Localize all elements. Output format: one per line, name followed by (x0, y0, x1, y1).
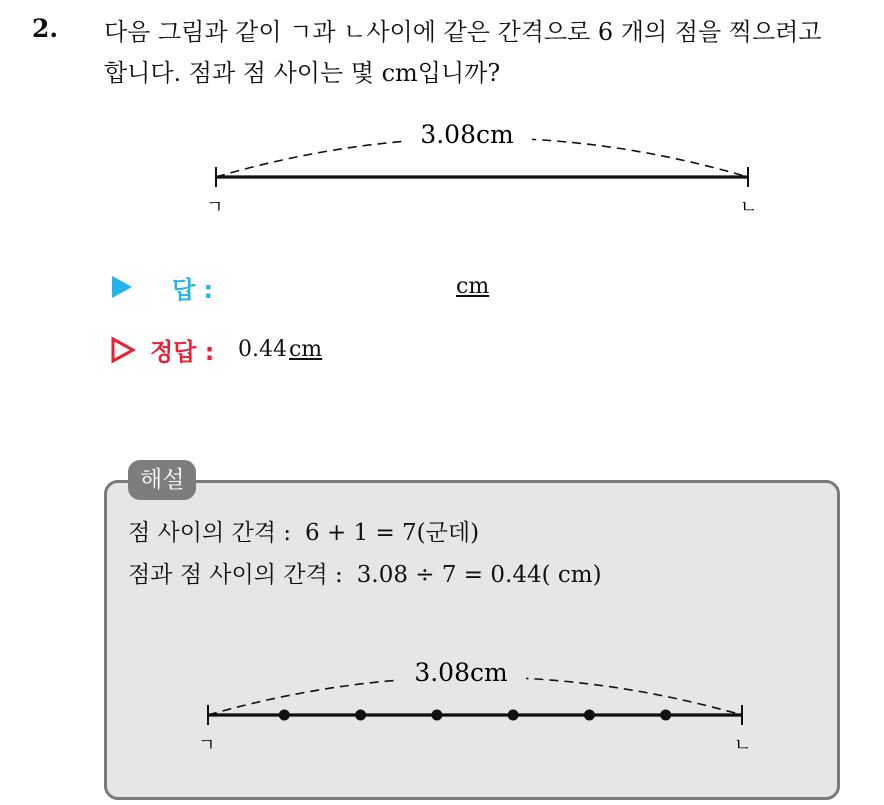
explanation-line-1 (128, 514, 479, 547)
left-endpoint-label: ㄱ (198, 735, 216, 756)
answer-row (110, 270, 710, 306)
segment-dot (660, 710, 671, 721)
question-line-1: 다음 그림과 같이 ㄱ과 ㄴ사이에 같은 간격으로 6 개의 점을 찍으려고 (104, 18, 822, 46)
explanation-line-2-expression: 3.08 ÷ 7 = 0.44( cm) (356, 562, 602, 588)
segment-diagram-with-dots (0, 645, 884, 765)
explanation-line-2-label: 점과 점 사이의 간격 : (128, 562, 343, 588)
segment-dot (431, 710, 442, 721)
segment-dot (584, 710, 595, 721)
right-endpoint-label: ㄴ (734, 735, 752, 756)
correct-triangle-outline-icon (110, 336, 136, 364)
segment-dot (279, 710, 290, 721)
correct-answer (238, 337, 322, 362)
explanation-line-2 (128, 556, 602, 589)
question-number: 2. (32, 14, 59, 43)
right-endpoint-label: ㄴ (740, 197, 758, 218)
question-line-2: 합니다. 점과 점 사이는 몇 cm입니까? (104, 59, 501, 87)
answer-unit: cm (456, 274, 490, 299)
answer-label: 답 : (172, 276, 214, 304)
segment-dot (508, 710, 519, 721)
length-label: 3.08cm (414, 658, 508, 687)
left-endpoint-label: ㄱ (206, 197, 224, 218)
explanation-line-1-label: 점 사이의 간격 : (128, 520, 291, 546)
correct-answer-row (110, 332, 710, 368)
correct-answer-label: 정답 : (150, 338, 215, 366)
explanation-line-1-expression: 6 + 1 = 7(군데) (305, 520, 480, 546)
question-text (104, 12, 874, 94)
segment-dot (355, 710, 366, 721)
segment-diagram (0, 105, 884, 225)
length-label: 3.08cm (420, 120, 514, 149)
correct-answer-value: 0.44 (238, 337, 287, 362)
answer-triangle-icon (110, 274, 134, 300)
explanation-tag: 해설 (128, 460, 196, 500)
correct-answer-unit: cm (288, 337, 323, 362)
